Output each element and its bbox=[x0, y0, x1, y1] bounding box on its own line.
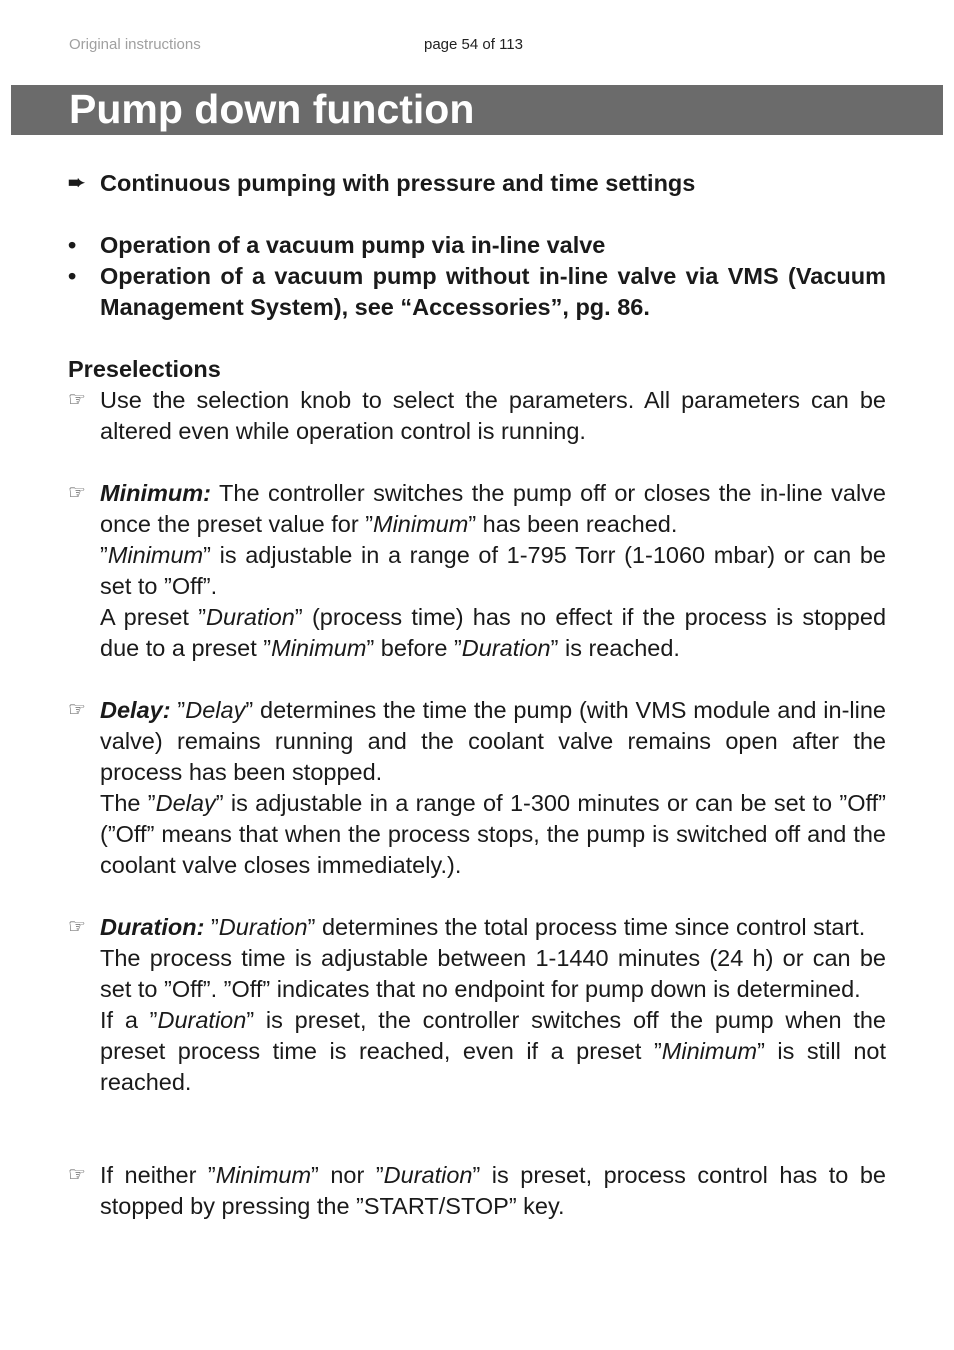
list-item bbox=[68, 261, 886, 323]
pointing-hand-icon: ☞ bbox=[68, 389, 86, 411]
duration-label: Duration: bbox=[100, 914, 205, 940]
delay-description: Delay: ”Delay” determines the time the pump (with VMS module and in-line valve) remains running and the coolant valve remains open after the process has been stopped. The ”Delay” is adjustable in a range of 1-300 minutes or can be set to ”Off” (”Off” means that when the process stops, the pump is switched off and the coolant valve closes immediately.). bbox=[100, 697, 886, 878]
section-heading-row bbox=[68, 168, 886, 199]
instruction-item-duration bbox=[68, 912, 886, 1098]
instruction-item-neither bbox=[68, 1160, 886, 1222]
bullet-icon: • bbox=[68, 263, 77, 289]
pointing-hand-icon: ☞ bbox=[68, 1164, 86, 1186]
preselections-heading: Preselections bbox=[68, 356, 221, 382]
document-label: Original instructions bbox=[69, 36, 201, 53]
neither-description: If neither ”Minimum” nor ”Duration” is preset, process control has to be stopped by pressing the ”START/STOP” key. bbox=[100, 1162, 887, 1219]
minimum-description: Minimum: The controller switches the pump off or closes the in-line valve once the preset value for ”Minimum” has been reached. ”Minimum” is adjustable in a range of 1-795 Torr (1-1060 mbar) or can be set to ”Off”. A preset ”Duration” (process time) has no effect if the process is stopped due to a preset ”Minimum” before ”Duration” is reached. bbox=[100, 480, 887, 661]
pointing-hand-icon: ☞ bbox=[68, 699, 86, 721]
main-content bbox=[68, 168, 886, 1222]
bullet-icon: • bbox=[68, 232, 77, 258]
title-bar bbox=[11, 85, 943, 135]
minimum-label: Minimum: bbox=[100, 480, 211, 506]
instruction-item bbox=[68, 385, 886, 447]
delay-label: Delay: bbox=[100, 697, 171, 723]
list-item bbox=[68, 230, 886, 261]
pointing-hand-icon: ☞ bbox=[68, 916, 86, 938]
pointing-hand-icon: ☞ bbox=[68, 482, 86, 504]
arrow-right-icon: ➨ bbox=[68, 172, 85, 194]
duration-description: Duration: ”Duration” determines the total process time since control start. The process time is adjustable between 1-1440 minutes (24 h) or can be set to ”Off”. ”Off” indicates that no endpoint for pump down is determined. If a ”Duration” is preset, the controller switches off the pump when the preset process time is reached, even if a preset ”Minimum” is still not reached. bbox=[100, 914, 886, 1095]
instruction-item-delay bbox=[68, 695, 886, 881]
bullet-text-2: Operation of a vacuum pump without in-line valve via VMS (Vacuum Management System), see “Accessories”, pg. 86. bbox=[100, 263, 886, 320]
page-number: page 54 of 113 bbox=[424, 36, 523, 53]
section-heading: Continuous pumping with pressure and time settings bbox=[100, 170, 696, 196]
instruction-item-minimum bbox=[68, 478, 886, 664]
page-title: Pump down function bbox=[69, 86, 475, 132]
bullet-text-1: Operation of a vacuum pump via in-line valve bbox=[100, 232, 606, 258]
instruction-intro: Use the selection knob to select the parameters. All parameters can be altered even while operation control is running. bbox=[100, 387, 886, 444]
